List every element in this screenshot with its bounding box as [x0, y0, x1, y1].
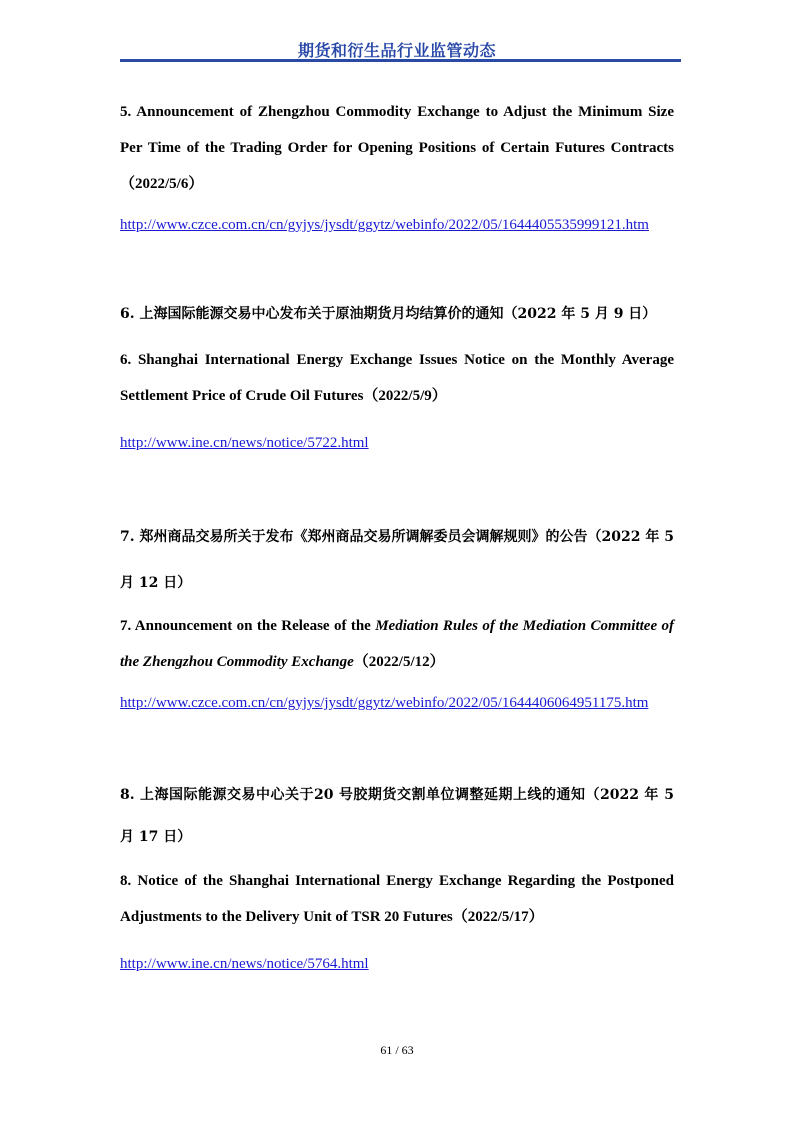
item-7-chinese-title: 7. 郑州商品交易所关于发布《郑州商品交易所调解委员会调解规则》的公告（2022 年 5 月 12 日） [120, 529, 674, 591]
item-7-link[interactable]: http://www.czce.com.cn/cn/gyjys/jysdt/ggytz/webinfo/2022/05/1644406064951175.htm [120, 695, 649, 711]
item-8-link[interactable]: http://www.ine.cn/news/notice/5764.html [120, 956, 369, 972]
item-5-english-title: 5. Announcement of Zhengzhou Commodity Exchange to Adjust the Minimum Size Per Time of the Trading Order for Opening Positions of Certain Futures Contracts（2022/5/6） [120, 104, 674, 192]
page-number: 61 / 63 [380, 1043, 414, 1057]
header-divider [120, 59, 681, 62]
item-7-english-title [120, 608, 674, 680]
item-6-english-title: 6. Shanghai International Energy Exchange Issues Notice on the Monthly Average Settlement Price of Crude Oil Futures（2022/5/9） [120, 352, 674, 404]
item-7-english-suffix: （2022/5/12） [353, 654, 445, 670]
item-6-chinese-title: 6. 上海国际能源交易中心发布关于原油期货月均结算价的通知（2022 年 5 月 9 日） [120, 306, 657, 322]
news-item-5 [120, 94, 674, 202]
news-item-8 [120, 774, 674, 935]
page-header-title: 期货和衍生品行业监管动态 [297, 41, 496, 60]
item-7-english-italic: Mediation Rules of the Mediation Committee of the Zhengzhou Commodity Exchange [120, 618, 674, 670]
item-6-link[interactable]: http://www.ine.cn/news/notice/5722.html [120, 435, 369, 451]
item-8-english-title: 8. Notice of the Shanghai International Energy Exchange Regarding the Postponed Adjustments to the Delivery Unit of TSR 20 Futures（2022/5/17） [120, 873, 674, 925]
item-5-link[interactable]: http://www.czce.com.cn/cn/gyjys/jysdt/ggytz/webinfo/2022/05/1644405535999121.htm [120, 217, 649, 233]
item-7-english-prefix: 7. Announcement on the Release of the [120, 618, 376, 634]
news-item-7 [120, 514, 674, 680]
item-8-chinese-title: 8. 上海国际能源交易中心关于20 号胶期货交割单位调整延期上线的通知（2022 年 5 月 17 日） [120, 787, 674, 845]
news-item-6 [120, 294, 674, 414]
